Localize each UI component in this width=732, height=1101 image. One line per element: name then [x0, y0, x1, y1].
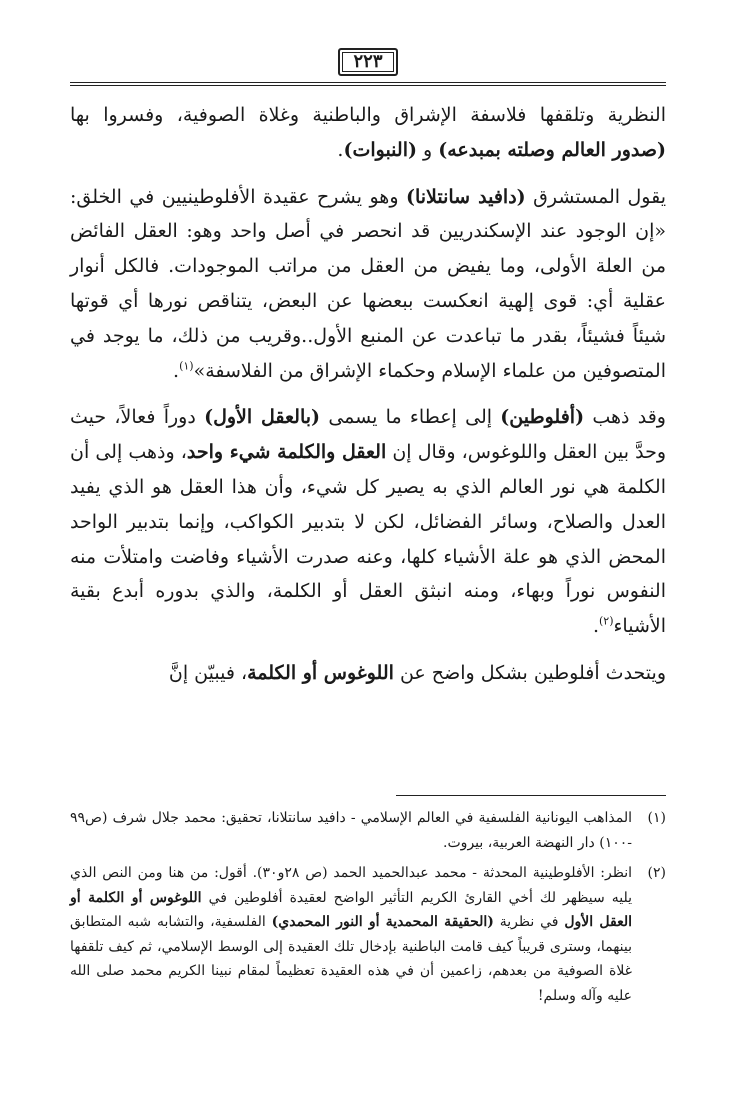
text-run: . [337, 138, 344, 161]
bold-term: اللوغوس أو الكلمة [247, 661, 394, 684]
text-run: وهو يشرح عقيدة الأفلوطينيين في الخلق: «إن الوجود عند الإسكندريين قد انحصر في أصل واحد وهو: العقل الفائض من العلة الأولى، وما يفيض من العقل من مراتب الموجودات. فالكل أنوار عقلية أي: قوى إلهية انعكست ببعضها عن البعض، يتناقص نورها أي قوتها شيئاً فشيئاً، بقدر ما تباعدت عن المنبع الأول..وقريب من ذلك، ما يوجد في المتصوفين من علماء الإسلام وحكماء الإشراق من الفلاسفة» [70, 185, 666, 382]
footnote-ref-1[interactable]: (١) [179, 359, 194, 373]
text-run: و [416, 138, 439, 161]
footnote-text [70, 861, 632, 1008]
text-run: دوراً فعالاً، حيث وحدَّ بين العقل واللوغوس، وقال إن [70, 406, 667, 464]
footnote-text: المذاهب اليونانية الفلسفية في العالم الإسلامي - دافيد سانتلانا، تحقيق: محمد جلال شرف (ص٩٩ -١٠٠) دار النهضة العربية، بيروت. [70, 810, 632, 851]
text-run: الفلسفية، والتشابه شبه المتطابق بينهما، وسترى قريباً كيف قامت الباطنية بإدخال تلك العقيدة إلى الوسط الإسلامي، ثم كيف تلقفها غلاة الصوفية من بعدهم، زاعمين أن في هذه العقيدة تعظيماً لمقام نبينا الكريم محمد صلى الله عليه وآله وسلم! [70, 914, 632, 1004]
footnotes [70, 806, 666, 1014]
bold-term: (النبوات) [343, 138, 417, 161]
bold-term: (بالعقل الأول) [204, 406, 321, 429]
text-run: إلى إعطاء ما يسمى [320, 406, 501, 429]
bold-term: (دافيد سانتلانا) [405, 185, 526, 208]
paragraph-3 [70, 400, 666, 644]
main-text [70, 98, 666, 691]
bold-term: (الحقيقة المحمدية أو النور المحمدي) [271, 914, 494, 930]
footnote-separator [396, 795, 666, 796]
bold-term: اللوغوس أو الكلمة أو العقل الأول [70, 889, 632, 930]
text-run: النظرية وتلقفها فلاسفة الإشراق والباطنية وغلاة الصوفية، وفسروا بها [70, 104, 666, 126]
paragraph-1 [70, 98, 666, 168]
footnote-ref-2[interactable]: (٢) [598, 614, 614, 628]
footnote-number: (١) [647, 810, 666, 826]
footnote-1 [70, 806, 666, 855]
bold-term: (أفلوطين) [500, 406, 585, 429]
text-run: وقد ذهب [584, 406, 666, 429]
text-run: ، فيبيّن إنَّ [168, 661, 248, 684]
text-run: انظر: الأفلوطينية المحدثة - محمد عبدالحميد الحمد (ص ٢٨و٣٠). أقول: من هنا ومن النص الذي يليه سيظهر لك أخي القارئ الكريم التأثير الواضح لعقيدة أفلوطين في [70, 865, 632, 906]
page-number [338, 48, 398, 76]
text-run: يقول المستشرق [525, 185, 666, 208]
text-run: ويتحدث أفلوطين بشكل واضح عن [393, 661, 666, 684]
text-run: ، وذهب إلى أن الكلمة هي نور العالم الذي به يصير كل شيء، وأن هذا العقل هو الذي يفيد العدل والصلاح، وسائر الفضائل، لكن لا بتدبير الكواكب، وإنما بتدبير الواحد المحض الذي هو علة الأشياء كلها، وعنه صدرت الأشياء وفاضت وامتلأت منه النفوس نوراً وبهاء، ومنه انبثق العقل أو الكلمة، والذي بدوره أبدع بقية الأشياء [70, 441, 666, 638]
page-number-text: ٢٢٣ [353, 51, 383, 72]
text-run: في نظرية [493, 914, 565, 930]
header-rule [70, 82, 666, 83]
bold-term: العقل والكلمة شيء واحد [186, 441, 387, 464]
footnote-number: (٢) [647, 865, 666, 881]
paragraph-2 [70, 180, 666, 389]
bold-term: (صدور العالم وصلته بمبدعه) [438, 138, 666, 161]
text-run: . [592, 615, 599, 638]
paragraph-4 [70, 656, 666, 691]
footnote-2 [70, 861, 666, 1008]
text-run: . [173, 359, 180, 382]
